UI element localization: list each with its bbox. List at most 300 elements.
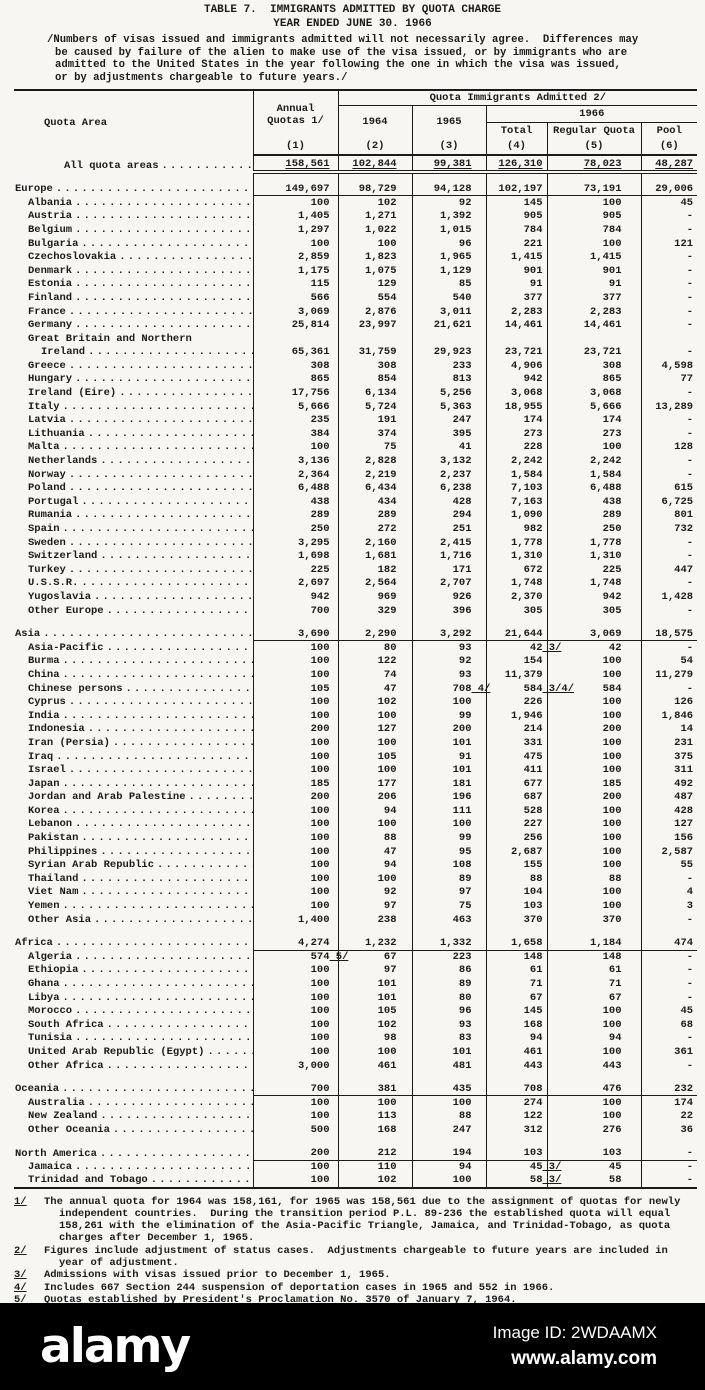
footnote-text: Figures include adjustment of status cases. Adjustments chargeable to future years are included in year of adjustment. [44,1244,675,1270]
leader-dots [81,886,252,898]
value-cell: 88 [412,1110,486,1124]
value-cell: 100 [253,763,338,777]
header-annual-line2: Quotas 1/ [267,114,324,127]
leader-dots [162,160,253,172]
value-cell: 100 [253,991,338,1005]
quota-area-label: U.S.S.R. [28,577,79,590]
quota-area-cell [14,655,253,669]
leader-dots [75,319,252,331]
table-row [14,750,697,764]
watermark-bar [0,1303,705,1390]
quota-area-label: Latvia [28,414,66,427]
value-cell: 58 [547,1174,641,1188]
value-cell: 226 [486,695,547,709]
table-row [14,237,697,251]
value-cell: 2,364 [253,468,338,482]
quota-area-label: France [28,305,66,318]
value-cell: 23,721 [486,346,547,360]
value-cell: - [641,1174,697,1188]
value-cell: 103 [486,899,547,913]
value-cell: 31,759 [338,346,412,360]
quota-area-cell [14,872,253,886]
quota-area-cell [14,346,253,360]
footnote [14,1269,699,1281]
value-cell [253,1137,338,1147]
leader-dots [75,509,252,521]
header-annual-line1: Annual [276,102,315,115]
value-cell [486,926,547,936]
quota-area-label: Asia-Pacific [28,641,104,654]
footnote [14,1245,699,1270]
value-cell: 108 [412,858,486,872]
quota-area-cell [14,913,253,927]
leader-dots [63,805,253,817]
value-cell: 100 [253,1160,338,1174]
value-cell: 174 [486,413,547,427]
value-cell: 127 [338,723,412,737]
value-cell: 67 [338,950,412,964]
value-cell: 196 [412,791,486,805]
value-cell: 102,844 [338,155,412,172]
value-cell: 29,006 [641,182,697,196]
quota-area-label: Cyprus [28,696,66,709]
quota-area-label: Greece [28,359,66,372]
quota-area-label: Norway [28,468,66,481]
leader-dots [107,1019,253,1031]
header-1965: 1965 [412,105,486,138]
quota-area-label: Turkey [28,563,66,576]
note-block [40,34,705,84]
table-row [14,278,697,292]
alamy-url: www.alamy.com [511,1348,657,1369]
value-cell: 3 [641,899,697,913]
value-cell: 105 [253,682,338,696]
value-cell: 1,965 [412,250,486,264]
value-cell: 100 [338,709,412,723]
value-cell: 100 [253,831,338,845]
value-cell: 85 [412,278,486,292]
table-spacer-row [14,1137,697,1147]
value-cell: 92 [338,886,412,900]
leader-dots [75,818,252,830]
quota-area-cell [14,723,253,737]
table-row [14,1096,697,1110]
value-cell: 100 [547,237,641,251]
value-cell: 461 [338,1059,412,1073]
value-cell: 100 [253,641,338,655]
leader-dots [94,914,252,926]
value-cell: 191 [338,413,412,427]
value-cell: 100 [338,818,412,832]
value-cell: 1,075 [338,264,412,278]
header-pool: Pool [641,122,697,138]
value-cell: 48,287 [641,155,697,172]
value-cell: 2,707 [412,577,486,591]
value-cell: 1,310 [547,549,641,563]
value-cell: 100 [547,1045,641,1059]
quota-area-label: Burma [28,655,60,668]
value-cell: 1,271 [338,210,412,224]
quota-area-label: Philippines [28,845,98,858]
value-cell: 200 [547,723,641,737]
value-cell: 115 [253,278,338,292]
leader-dots [100,550,252,562]
value-cell: 100 [253,964,338,978]
value-cell: 100 [547,196,641,210]
value-cell: 93 [412,1018,486,1032]
value-cell: 1,129 [412,264,486,278]
value-cell: 4,906 [486,359,547,373]
value-cell: 784 [486,223,547,237]
header-col-4: (4) [486,138,547,155]
value-cell: 94 [338,804,412,818]
leader-dots [63,523,253,535]
leader-dots [75,1161,252,1173]
value-cell: 122 [338,655,412,669]
leader-dots [157,859,252,871]
value-cell: 476 [547,1082,641,1096]
value-cell: 312 [486,1123,547,1137]
table-header [14,90,697,155]
value-cell: 1,748 [486,577,547,591]
value-cell: 434 [338,495,412,509]
value-cell [338,617,412,627]
quota-area-cell [14,804,253,818]
value-cell: 4 [641,886,697,900]
value-cell: 100 [412,1174,486,1188]
value-cell: 6,238 [412,481,486,495]
value-cell: 11,379 [486,668,547,682]
value-cell: 100 [253,977,338,991]
table-row [14,977,697,991]
table-spacer-row [14,926,697,936]
value-cell: 2,697 [253,577,338,591]
value-cell: 182 [338,563,412,577]
quota-area-label: Oceania [15,1083,60,1096]
value-cell: 1,778 [547,536,641,550]
value-cell: 100 [338,1096,412,1110]
value-cell: 238 [338,913,412,927]
value-cell: 865 [547,373,641,387]
value-cell: 100 [253,668,338,682]
value-cell: 854 [338,373,412,387]
table-row [14,936,697,950]
quota-area-label: Japan [28,777,60,790]
value-cell: 78,023 [547,155,641,172]
quota-area-cell [14,182,253,196]
value-cell: 102,197 [486,182,547,196]
value-cell: 41 [412,441,486,455]
value-cell: 1,015 [412,223,486,237]
value-cell: 128 [641,441,697,455]
quota-area-label: Sweden [28,536,66,549]
value-cell: 121 [641,237,697,251]
quota-area-cell [14,991,253,1005]
quota-area-label: Finland [28,291,73,304]
value-cell: 101 [412,763,486,777]
value-cell: 374 [338,427,412,441]
quota-area-cell [14,617,253,627]
value-cell: 97 [338,964,412,978]
value-cell: 1,748 [547,577,641,591]
table-row [14,413,697,427]
value-cell: 801 [641,509,697,523]
header-col-3: (3) [412,138,486,155]
value-cell: 212 [338,1147,412,1161]
value-cell: 88 [338,831,412,845]
value-cell: 584 [547,682,641,696]
quota-area-label: Malta [28,441,60,454]
value-cell: 289 [338,509,412,523]
value-cell: 100 [338,872,412,886]
value-cell: 156 [641,831,697,845]
table-row [14,441,697,455]
leader-dots [63,978,253,990]
value-cell: 36 [641,1123,697,1137]
value-cell: 272 [338,522,412,536]
value-cell: 1,310 [486,549,547,563]
value-cell: 185 [253,777,338,791]
value-cell: 45 [547,1160,641,1174]
value-cell: 100 [412,1096,486,1110]
value-cell: 901 [547,264,641,278]
value-cell: 100 [253,736,338,750]
value-cell: 200 [253,1147,338,1161]
leader-dots [207,1046,252,1058]
table-spacer-row [14,617,697,627]
quota-area-cell [14,305,253,319]
value-cell [412,926,486,936]
quota-area-cell [14,604,253,618]
value-cell: 982 [486,522,547,536]
leader-dots [62,1083,252,1095]
value-cell: 100 [253,1004,338,1018]
table-row [14,1110,697,1124]
value-cell: - [641,318,697,332]
quota-area-cell [14,291,253,305]
footnotes [14,1196,699,1303]
value-cell: 463 [412,913,486,927]
leader-dots [69,482,253,494]
leader-dots [75,197,252,209]
quota-area-cell [14,495,253,509]
value-cell: 200 [547,791,641,805]
value-cell: 474 [641,936,697,950]
value-cell: 3,132 [412,454,486,468]
leader-dots [69,360,253,372]
value-cell [547,926,641,936]
value-cell: 55 [641,858,697,872]
table-row [14,804,697,818]
leader-dots [100,1110,252,1122]
value-cell: 47 [338,682,412,696]
value-cell: 4,598 [641,359,697,373]
value-cell: 435 [412,1082,486,1096]
value-cell: 865 [253,373,338,387]
value-cell: 566 [253,291,338,305]
value-cell: 102 [338,196,412,210]
table-row [14,577,697,591]
value-cell: 101 [338,991,412,1005]
header-col-1: (1) [253,138,338,155]
leader-dots [107,605,253,617]
leader-dots [88,428,253,440]
quota-area-label: Germany [28,319,73,332]
value-cell: 100 [338,237,412,251]
quota-area-label: United Arab Republic (Egypt) [28,1045,205,1058]
value-cell: 3,000 [253,1059,338,1073]
value-cell: 100 [253,886,338,900]
quota-area-cell [14,1004,253,1018]
value-cell: 700 [253,604,338,618]
leader-dots [81,238,252,250]
value-cell: 67 [486,991,547,1005]
value-cell: 428 [412,495,486,509]
quota-area-label: Iran (Persia) [28,736,110,749]
value-cell: - [641,682,697,696]
value-cell: 1,090 [486,509,547,523]
value-cell: 461 [486,1045,547,1059]
table-row [14,1032,697,1046]
value-cell: 100 [547,1004,641,1018]
value-cell: 45 3/ [486,1160,547,1174]
value-cell: 168 [338,1123,412,1137]
table-row [14,590,697,604]
value-cell: 308 [253,359,338,373]
quota-area-label: Other Africa [28,1059,104,1072]
value-cell: 438 [253,495,338,509]
quota-table [14,89,697,1188]
value-cell: - [641,413,697,427]
value-cell: 492 [641,777,697,791]
value-cell: 103 [547,1147,641,1161]
value-cell: 1,415 [547,250,641,264]
value-cell: 100 [253,858,338,872]
header-1966: 1966 [486,105,697,122]
value-cell: 1,175 [253,264,338,278]
value-cell: 5,724 [338,400,412,414]
quota-area-cell [14,682,253,696]
value-cell: 200 [412,723,486,737]
value-cell: 100 [547,845,641,859]
quota-area-label: All quota areas [64,160,159,173]
value-cell [547,1072,641,1082]
value-cell: 233 [412,359,486,373]
leader-dots [100,455,252,467]
leader-dots [75,278,252,290]
value-cell: 154 [486,655,547,669]
table-row [14,332,697,346]
value-cell: 3,011 [412,305,486,319]
footnote [14,1294,699,1303]
quota-area-cell [14,332,253,346]
leader-dots [63,401,253,413]
value-cell: 25,814 [253,318,338,332]
value-cell: 14,461 [547,318,641,332]
value-cell: - [641,264,697,278]
quota-area-label: Trinidad and Tobago [28,1174,148,1187]
value-cell: 377 [547,291,641,305]
table-row [14,495,697,509]
quota-area-label: Viet Nam [28,886,79,899]
value-cell: 67 [547,991,641,1005]
value-cell: 80 [412,991,486,1005]
value-cell: 75 [338,441,412,455]
note-line: /Numbers of visas issued and immigrants admitted will not necessarily agree. Differences may [47,34,639,46]
table-row [14,346,697,360]
table-subtitle: YEAR ENDED JUNE 30. 1966 [273,18,432,30]
value-cell: 3,136 [253,454,338,468]
value-cell: 438 [547,495,641,509]
quota-area-cell [14,400,253,414]
quota-area-label: Other Europe [28,604,104,617]
leader-dots [113,737,253,749]
table-row [14,182,697,196]
value-cell: 45 [641,1004,697,1018]
table-row [14,210,697,224]
value-cell: 100 [253,1045,338,1059]
value-cell: 2,876 [338,305,412,319]
table-row [14,736,697,750]
quota-area-cell [14,577,253,591]
value-cell [412,617,486,627]
quota-area-cell [14,563,253,577]
value-cell: 221 [486,237,547,251]
table-row [14,536,697,550]
quota-area-label: Chinese persons [28,682,123,695]
value-cell: 443 [547,1059,641,1073]
value-cell: 6,725 [641,495,697,509]
value-cell: 4,274 [253,936,338,950]
value-cell: 58 3/ [486,1174,547,1188]
value-cell: 700 [253,1082,338,1096]
value-cell: 6,134 [338,386,412,400]
value-cell: 100 [547,1018,641,1032]
quota-area-cell [14,763,253,777]
quota-area-cell [14,627,253,641]
value-cell: 677 [486,777,547,791]
footnote [14,1196,699,1245]
value-cell: 88 [547,872,641,886]
value-cell: 101 [412,736,486,750]
table-row [14,641,697,655]
value-cell: 100 [547,886,641,900]
value-cell: - [641,468,697,482]
header-1964: 1964 [338,105,412,138]
table-row [14,223,697,237]
leader-dots [75,224,252,236]
quota-area-cell [14,549,253,563]
table-row [14,522,697,536]
value-cell: 113 [338,1110,412,1124]
quota-area-label: North America [15,1147,97,1160]
header-regular-quota: Regular Quota [547,122,641,138]
quota-area-cell [14,950,253,964]
quota-area-label: Africa [15,937,53,950]
header-admitted: Quota Immigrants Admitted 2/ [338,90,697,105]
value-cell: 381 [338,1082,412,1096]
value-cell: 100 [253,196,338,210]
value-cell: 2,370 [486,590,547,604]
value-cell: 481 [412,1059,486,1073]
quota-area-label: China [28,668,60,681]
value-cell: 672 [486,563,547,577]
leader-dots [75,1032,252,1044]
value-cell: - [641,549,697,563]
value-cell [253,617,338,627]
value-cell: 1,823 [338,250,412,264]
value-cell: 97 [338,899,412,913]
